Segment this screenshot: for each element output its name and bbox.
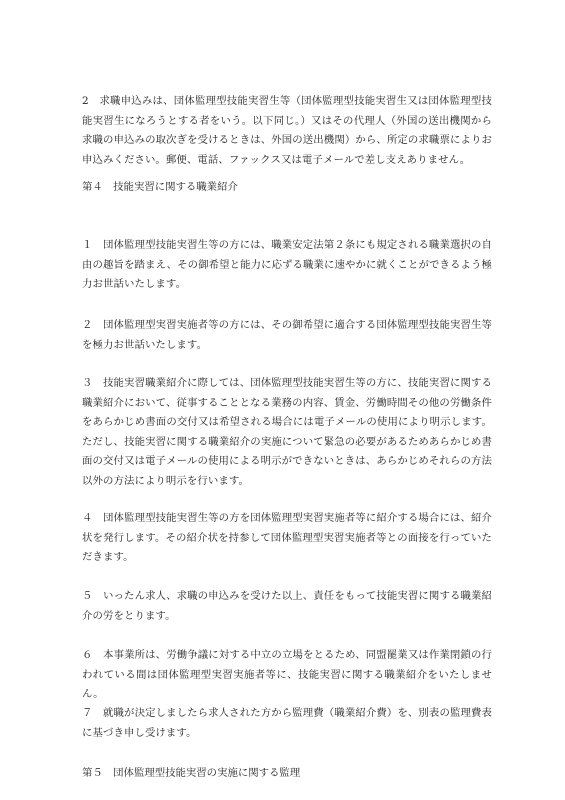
paragraph-4-1: １ 団体監理型技能実習生等の方には、職業安定法第２条にも規定される職業選択の自由の趣旨を踏まえ、その御希望と能力に応ずる職業に速やかに就くことができるよう極力お世話いたします。 bbox=[82, 239, 492, 291]
paragraph-4-4: ４ 団体監理型技能実習生等の方を団体監理型実習実施者等に紹介する場合には、紹介状を発行します。その紹介状を持参して団体監理型実習実施者等との面接を行っていただきます。 bbox=[82, 512, 492, 564]
paragraph-4-7: ７ 就職が決定しましたら求人された方から監理費（職業紹介費）を、別表の監理費表に基づき申し受けます。 bbox=[82, 707, 492, 739]
section-heading-4: 第４ 技能実習に関する職業紹介 bbox=[82, 181, 238, 193]
paragraph-4-2: ２ 団体監理型実習実施者等の方には、その御希望に適合する団体監理型技能実習生等を極力お世話いたします。 bbox=[82, 319, 492, 351]
paragraph-4-3: ３ 技能実習職業紹介に際しては、団体監理型技能実習生等の方に、技能実習に関する職業紹介において、従事することとなる業務の内容、賃金、労働時間その他の労働条件をあらかじめ書面の交付又は希望される場合には電子メールの使用により明示します。ただし、技能実習に関する職業紹介の実施について緊急の必要があるためあらかじめ書面の交付又は電子メールの使用による明示ができないときは、あらかじめそれらの方法以外の方法により明示を行います。 bbox=[82, 377, 492, 487]
paragraph-4-5: ５ いったん求人、求職の申込みを受けた以上、責任をもって技能実習に関する職業紹介の労をとります。 bbox=[82, 590, 492, 622]
section-heading-5: 第５ 団体監理型技能実習の実施に関する監理 bbox=[82, 767, 301, 779]
paragraph-application-method: 2 求職申込みは、団体監理型技能実習生等（団体監理型技能実習生又は団体監理型技能実習生になろうとする者をいう。以下同じ。）又はその代理人（外国の送出機関から求職の申込みの取次ぎを受けるときは、外国の送出機関）から、所定の求職票によりお申込みください。郵便、電話、ファックス又は電子メールで差し支えありません。 bbox=[82, 95, 492, 166]
paragraph-4-6: ６ 本事業所は、労働争議に対する中立の立場をとるため、同盟罷業又は作業閉鎖の行われている間は団体監理型実習実施者等に、技能実習に関する職業紹介をいたしません。 bbox=[82, 649, 492, 701]
